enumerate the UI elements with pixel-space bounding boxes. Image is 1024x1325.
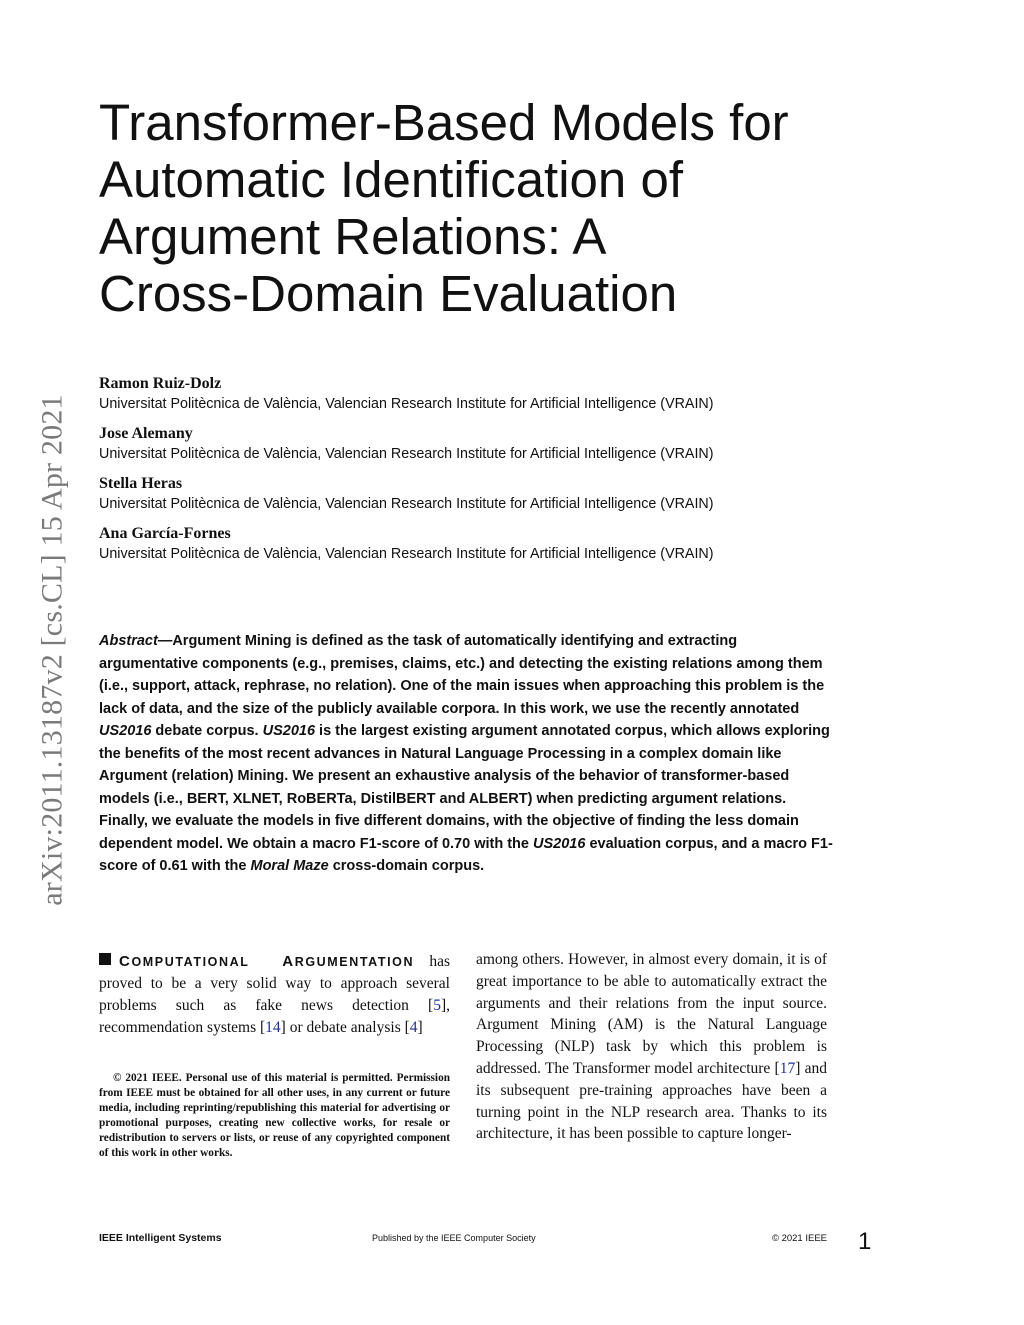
abstract [99, 630, 834, 878]
section-heading [119, 955, 414, 969]
footer-copyright: © 2021 IEEE [771, 1233, 827, 1244]
page-footer [99, 1232, 827, 1248]
abstract-dash: — [157, 633, 173, 649]
author-affiliation: Universitat Politècnica de València, Valencian Research Institute for Artificial Intelligence (VRAIN) [99, 546, 714, 562]
corpus-name: US2016 [533, 835, 586, 852]
abstract-text: evaluation corpus, and a macro F1-score of 0.61 with the [99, 835, 833, 874]
citation-link[interactable]: 14 [265, 1019, 281, 1036]
author-block [99, 474, 859, 524]
body-text: ] or debate analysis [ [280, 1019, 410, 1036]
author-affiliation: Universitat Politècnica de València, Valencian Research Institute for Artificial Intelligence (VRAIN) [99, 446, 714, 462]
title-line-4: Cross-Domain Evaluation [99, 265, 678, 322]
author-name: Stella Heras [99, 475, 183, 492]
citation-link[interactable]: 4 [409, 1019, 418, 1036]
footer-publisher: Published by the IEEE Computer Society [372, 1233, 536, 1243]
author-affiliation: Universitat Politècnica de València, Valencian Research Institute for Artificial Intelligence (VRAIN) [99, 496, 714, 512]
arxiv-stamp-text: arXiv:2011.13187v2 [cs.CL] 15 Apr 2021 [36, 394, 69, 906]
section-marker-icon [99, 953, 111, 965]
arxiv-stamp [30, 355, 76, 945]
abstract-text: Argument Mining is defined as the task of automatically identifying and extracting argumentative components (e.g., premises, claims, etc.) and detecting the existing relations among them (i.e., support, attack, rephrase, no relation). One of the main issues when approaching this problem is the lack of data, and the size of the publicly available corpora. In this work, we use the recently annotated [99, 633, 825, 717]
citation-link[interactable]: 5 [433, 997, 441, 1014]
corpus-name: US2016 [262, 723, 316, 739]
intro-paragraph [99, 951, 450, 1039]
footer-journal: IEEE Intelligent Systems [99, 1232, 222, 1244]
abstract-text: debate corpus. [151, 723, 263, 739]
left-column [99, 951, 450, 1039]
title-line-3: Argument Relations: A [99, 208, 607, 265]
body-text: ] and its subsequent pre-training approaches have been a turning point in the NLP research area. Thanks to its architecture, it has been possible to capture longer- [476, 1059, 827, 1143]
author-block [99, 374, 859, 424]
author-block [99, 424, 859, 474]
copyright-note: © 2021 IEEE. Personal use of this material is permitted. Permission from IEEE must be obtained for all other uses, in any current or future media, including reprinting/republishing this material for advertising or promotional purposes, creating new collective works, for resale or redistribution to servers or lists, or reuse of any copyrighted component of this work in other works. [99, 1072, 450, 1159]
citation-link[interactable]: 17 [779, 1059, 796, 1077]
author-affiliation: Universitat Politècnica de València, Valencian Research Institute for Artificial Intelligence (VRAIN) [99, 396, 714, 412]
author-list [99, 374, 859, 574]
author-name: Jose Alemany [99, 425, 193, 442]
body-text: has proved to be a very solid way to approach several problems such as fake news detection [ [99, 953, 450, 1014]
title-line-1: Transformer-Based Models for [99, 94, 789, 151]
body-text: ], recommendation systems [ [99, 997, 450, 1036]
author-name: Ana García-Fornes [99, 525, 231, 542]
corpus-name: Moral Maze [250, 858, 329, 874]
abstract-text: cross-domain corpus. [328, 858, 485, 874]
author-block [99, 524, 859, 574]
body-text: ] [417, 1019, 423, 1036]
title-line-2: Automatic Identification of [99, 151, 683, 208]
heading-rest: RGUMENTATION [294, 955, 415, 969]
abstract-text: is the largest existing argument annotated corpus, which allows exploring the benefits of the most recent advances in Natural Language Processing in a complex domain like Argument (relation) Mining. We present an exhaustive analysis of the behavior of transformer-based models (i.e., BERT, XLNET, RoBERTa, DistilBERT and ALBERT) when predicting argument relations. Finally, we evaluate the models in five different domains, with the objective of finding the less domain dependent model. We obtain a macro F1-score of 0.70 with the [99, 723, 830, 852]
corpus-name: US2016 [99, 723, 152, 739]
body-text: among others. However, in almost every domain, it is of great importance to be able to automatically extract the arguments and their relations from the input source. Argument Mining (AM) is the Natural Language Processing (NLP) task by which this problem is addressed. The Transformer model architecture [ [476, 951, 827, 1077]
heading-rest: OMPUTATIONAL [131, 955, 250, 969]
paper-title [99, 94, 859, 322]
page-number: 1 [858, 1228, 872, 1255]
heading-initial: C [119, 953, 132, 970]
abstract-label: Abstract [99, 633, 158, 649]
author-name: Ramon Ruiz-Dolz [99, 375, 222, 392]
heading-initial: A [282, 953, 295, 970]
right-column [476, 949, 827, 1145]
